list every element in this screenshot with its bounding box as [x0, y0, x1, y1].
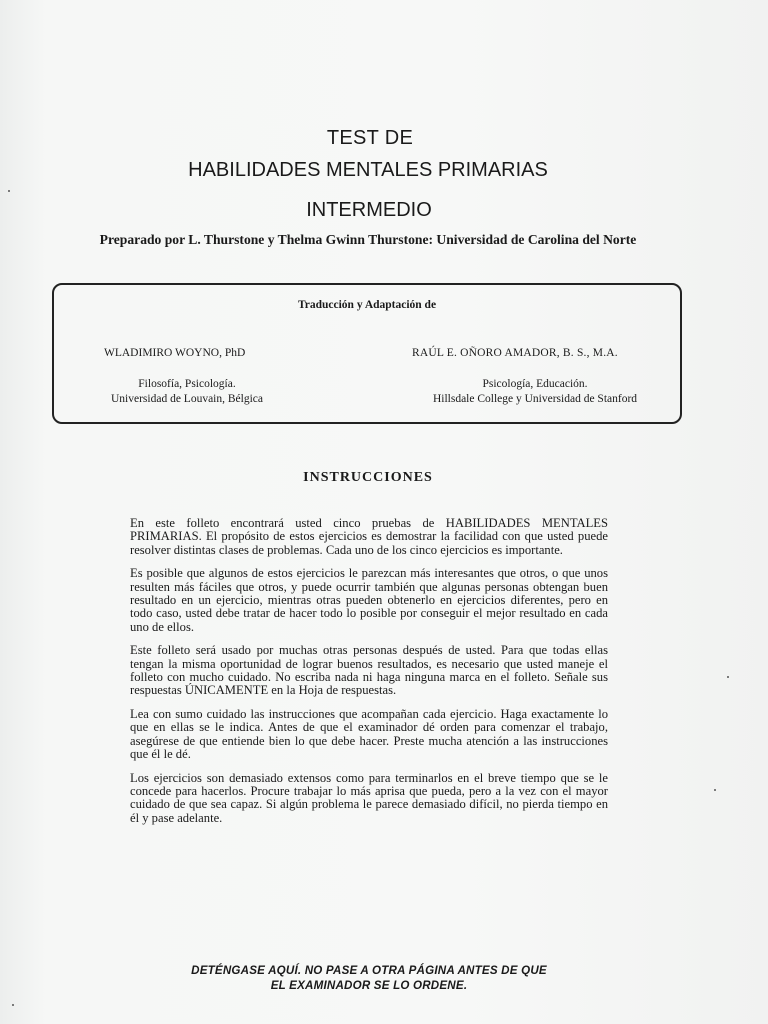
stop-notice-line-2: EL EXAMINADOR SE LO ORDENE.: [270, 979, 468, 992]
credits-title: Traducción y Adaptación de: [297, 299, 437, 311]
instruction-paragraph: Lea con sumo cuidado las instrucciones que acompañan cada ejercicio. Haga exactamente lo que en ellas se le indica. Antes de que el examinador dé orden para comenzar el trabajo, asegúrese de que entiende bien lo que debe hacer. Preste mucha atención a las instrucciones que él le dé.: [130, 706, 608, 762]
left-author-university: Universidad de Louvain, Bélgica: [110, 393, 263, 405]
left-author-field: Filosofía, Psicología.: [138, 378, 236, 390]
instruction-paragraph: Este folleto será usado por muchas otras personas después de usted. Para que todas ellas tengan la misma oportunidad de lograr buenos resultados, es necesario que usted maneje el folleto con mucho cuidado. No escriba nada ni haga ninguna marca en el folleto. Señale sus respuestas ÚNICAMENTE en la Hoja de respuestas.: [130, 643, 608, 698]
scan-speck: [727, 676, 729, 678]
stop-notice: [0, 963, 738, 993]
prepared-by: Preparado por L. Thurstone y Thelma Gwinn Thurstone: Universidad de Carolina del Norte: [99, 232, 637, 247]
instruction-paragraph: Es posible que algunos de estos ejercicios le parezcan más interesantes que otros, o que unos resulten más fáciles que otros, y puede ocurrir también que algunas personas obtengan buen resultado en un ejercicio, mientras otras pueden obtenerlo en ejercicios diferentes, pero en todo caso, usted debe tratar de hacer todo lo posible por conseguir el mejor resultado en cada uno de ellos.: [130, 566, 608, 634]
right-author-field: Psicología, Educación.: [482, 378, 588, 390]
scan-speck: [12, 1004, 14, 1006]
right-author-name: RAÚL E. OÑORO AMADOR, B. S., M.A.: [412, 347, 618, 359]
instruction-paragraph: En este folleto encontrará usted cinco pruebas de HABILIDADES MENTALES PRIMARIAS. El propósito de estos ejercicios es demostrar la facilidad con que usted puede resolver distintas clases de problemas. Cada uno de los cinco ejercicios es importante.: [130, 516, 608, 557]
instructions-body: [130, 517, 608, 835]
title-line-2: HABILIDADES MENTALES PRIMARIAS: [188, 159, 548, 181]
instruction-paragraph: Los ejercicios son demasiado extensos como para terminarlos en el breve tiempo que se le concede para hacerlos. Procure trabajar lo más aprisa que pueda, pero a la vez con el mayor cuidado de que sea capaz. Si algún problema le parece demasiado difícil, no pierda tiempo en él y pase adelante.: [130, 770, 608, 825]
scan-speck: [714, 789, 716, 791]
stop-notice-line-1: DETÉNGASE AQUÍ. NO PASE A OTRA PÁGINA ANTES DE QUE: [191, 964, 547, 977]
left-author-name: WLADIMIRO WOYNO, PhD: [104, 347, 246, 359]
left-author-affiliation: [82, 377, 292, 407]
credits-box: [52, 283, 682, 424]
right-author-university: Hillsdale College y Universidad de Stanford: [432, 393, 638, 405]
title-line-1: TEST DE: [326, 127, 414, 149]
right-author-affiliation: [410, 377, 660, 407]
scan-speck: [8, 190, 10, 192]
title-line-3: INTERMEDIO: [306, 199, 432, 221]
instructions-heading: INSTRUCCIONES: [303, 470, 433, 485]
